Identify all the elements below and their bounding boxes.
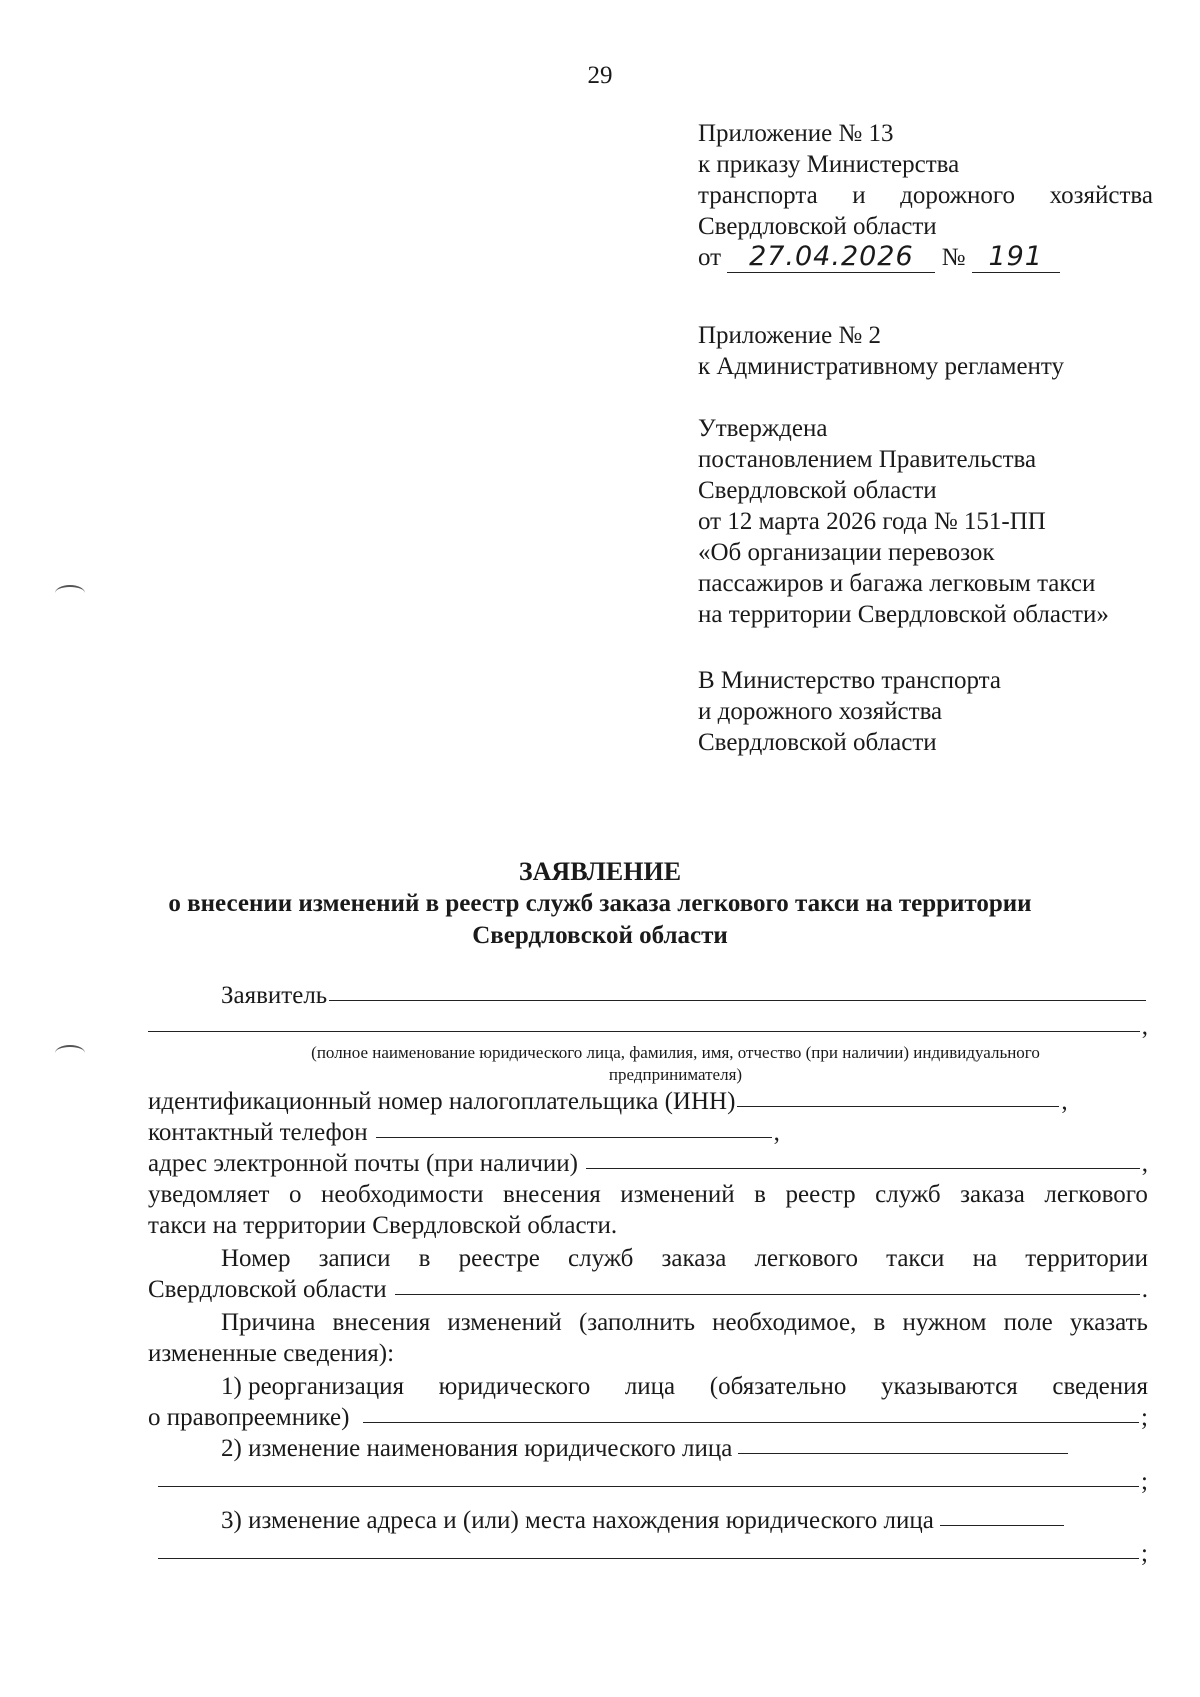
notify-word: о xyxy=(289,1181,302,1208)
comma: , xyxy=(1061,1088,1068,1115)
by-resolution-line: постановлением Правительства xyxy=(698,446,1037,473)
reason-word: (заполнить xyxy=(578,1309,696,1336)
item3-field[interactable] xyxy=(940,1524,1064,1526)
applicant-hint xyxy=(203,1042,1148,1086)
item3-label: 3) изменение адреса и (или) места нахождения юридического лица xyxy=(221,1507,934,1534)
reason-word: Причина xyxy=(221,1309,316,1336)
record-word: заказа xyxy=(661,1245,727,1272)
scan-artifact-mark xyxy=(55,585,85,601)
item2-row xyxy=(148,1433,1148,1464)
applicant-row-2 xyxy=(148,1011,1148,1042)
period: . xyxy=(1141,1276,1148,1303)
number-prefix: № xyxy=(941,244,966,271)
notify-word: изменений xyxy=(620,1181,735,1208)
applicant-field-2[interactable] xyxy=(148,1030,1140,1032)
doc-title: ЗАЯВЛЕНИЕ xyxy=(518,857,682,886)
notify-word: необходимости xyxy=(321,1181,484,1208)
record-row xyxy=(148,1274,1148,1305)
reglament-appendix-block xyxy=(698,320,1064,382)
phone-row xyxy=(148,1117,1148,1148)
email-field[interactable] xyxy=(586,1167,1140,1169)
record-line xyxy=(148,1243,1148,1274)
to-reglament-line: к Административному регламенту xyxy=(698,353,1065,380)
addressee-line: Свердловской области xyxy=(698,729,937,756)
reason-word: необходимое, xyxy=(712,1309,857,1336)
ministry-word: дорожного xyxy=(900,182,1016,209)
record-word: записи xyxy=(318,1245,391,1272)
record-word: легкового xyxy=(754,1245,858,1272)
doc-subtitle-line: Свердловской области xyxy=(472,922,728,949)
reason-word: поле xyxy=(1003,1309,1053,1336)
item1-word: указываются xyxy=(880,1373,1018,1400)
doc-subtitle-line: о внесении изменений в реестр служб заказа легкового такси на территории xyxy=(168,890,1032,917)
reason-word: изменений xyxy=(447,1309,562,1336)
to-order-line: к приказу Министерства xyxy=(698,151,960,178)
item1-word: лица xyxy=(624,1373,676,1400)
email-label: адрес электронной почты (при наличии) xyxy=(148,1150,578,1177)
inn-field[interactable] xyxy=(737,1105,1059,1107)
record-word: такси xyxy=(886,1245,945,1272)
reason-line-2: измененные сведения): xyxy=(148,1340,395,1367)
applicant-row xyxy=(148,980,1148,1011)
notify-word: легкового xyxy=(1044,1181,1148,1208)
item1-word: (обязательно xyxy=(709,1373,847,1400)
reason-word: в xyxy=(873,1309,886,1336)
item1-row xyxy=(148,1402,1148,1433)
item3-field-2[interactable] xyxy=(158,1557,1139,1559)
applicant-hint-line: (полное наименование юридического лица, фамилия, имя, отчество (при наличии) индивидуального xyxy=(311,1043,1040,1062)
ministry-line xyxy=(698,180,1153,211)
applicant-field[interactable] xyxy=(329,999,1146,1001)
application-form xyxy=(148,980,1148,1569)
notify-word: уведомляет xyxy=(148,1181,270,1208)
phone-field[interactable] xyxy=(376,1136,772,1138)
item1-word: сведения xyxy=(1052,1373,1148,1400)
item1-word: 1) реорганизация xyxy=(221,1373,405,1400)
reason-word: нужном xyxy=(902,1309,987,1336)
comma: , xyxy=(773,1119,780,1146)
region2-line: Свердловской области xyxy=(698,477,937,504)
resolution-date-line: от 12 марта 2026 года № 151-ПП xyxy=(698,508,1046,535)
record-word: территории xyxy=(1025,1245,1148,1272)
notify-word: в xyxy=(754,1181,766,1208)
resolution-title-line: «Об организации перевозок xyxy=(698,539,995,566)
email-row xyxy=(148,1148,1148,1179)
notify-line xyxy=(148,1179,1148,1210)
addressee-block xyxy=(698,665,1001,758)
reason-line xyxy=(148,1307,1148,1338)
record-word: служб xyxy=(568,1245,634,1272)
handwritten-number: 191 xyxy=(972,242,1060,273)
notify-word: реестр xyxy=(785,1181,856,1208)
item3-row xyxy=(148,1505,1148,1536)
inn-label: идентификационный номер налогоплательщика (ИНН) xyxy=(148,1088,736,1115)
record-word: Номер xyxy=(221,1245,291,1272)
approved-line: Утверждена xyxy=(698,415,828,442)
successor-field[interactable] xyxy=(363,1421,1139,1423)
item2-label: 2) изменение наименования юридического лица xyxy=(221,1435,733,1462)
region-line: Свердловской области xyxy=(698,213,937,240)
item3-row-2 xyxy=(148,1538,1148,1569)
appendix-13-line: Приложение № 13 xyxy=(698,120,894,147)
notify-word: служб xyxy=(875,1181,941,1208)
inn-row xyxy=(148,1086,1148,1117)
record-word: реестре xyxy=(458,1245,540,1272)
order-date-number-line xyxy=(698,242,1153,273)
addressee-line: и дорожного хозяйства xyxy=(698,698,943,725)
item2-row-2 xyxy=(148,1466,1148,1497)
notify-word: заказа xyxy=(960,1181,1025,1208)
phone-label: контактный телефон xyxy=(148,1119,368,1146)
resolution-title-line: на территории Свердловской области» xyxy=(698,601,1109,628)
record-label: Свердловской области xyxy=(148,1276,387,1303)
applicant-label: Заявитель xyxy=(221,982,328,1009)
notify-line-2: такси на территории Свердловской области. xyxy=(148,1212,618,1239)
ministry-word: транспорта xyxy=(698,182,818,209)
comma: , xyxy=(1141,1013,1148,1040)
comma: , xyxy=(1141,1150,1148,1177)
semicolon: ; xyxy=(1141,1540,1148,1567)
item2-field[interactable] xyxy=(738,1452,1068,1454)
scan-artifact-mark xyxy=(55,1045,85,1061)
record-number-field[interactable] xyxy=(395,1293,1140,1295)
semicolon: ; xyxy=(1141,1468,1148,1495)
record-word: в xyxy=(418,1245,431,1272)
order-appendix-block xyxy=(698,118,1153,273)
item1-word: юридического xyxy=(438,1373,591,1400)
resolution-title-line: пассажиров и багажа легковым такси xyxy=(698,570,1096,597)
addressee-line: В Министерство транспорта xyxy=(698,667,1001,694)
semicolon: ; xyxy=(1141,1404,1148,1431)
item1-line xyxy=(148,1371,1148,1402)
applicant-hint-line: предпринимателя) xyxy=(608,1065,743,1084)
item2-field-2[interactable] xyxy=(158,1485,1139,1487)
item1-label: о правопреемнике) xyxy=(148,1404,350,1431)
reason-word: указать xyxy=(1069,1309,1148,1336)
appendix-2-line: Приложение № 2 xyxy=(698,322,882,349)
reason-word: внесения xyxy=(332,1309,431,1336)
date-prefix: от xyxy=(698,244,722,271)
record-word: на xyxy=(972,1245,998,1272)
approval-block xyxy=(698,413,1109,630)
notify-word: внесения xyxy=(503,1181,601,1208)
ministry-word: и xyxy=(852,182,866,209)
handwritten-date: 27.04.2026 xyxy=(727,242,935,273)
ministry-word: хозяйства xyxy=(1049,182,1153,209)
page-number: 29 xyxy=(587,62,613,89)
